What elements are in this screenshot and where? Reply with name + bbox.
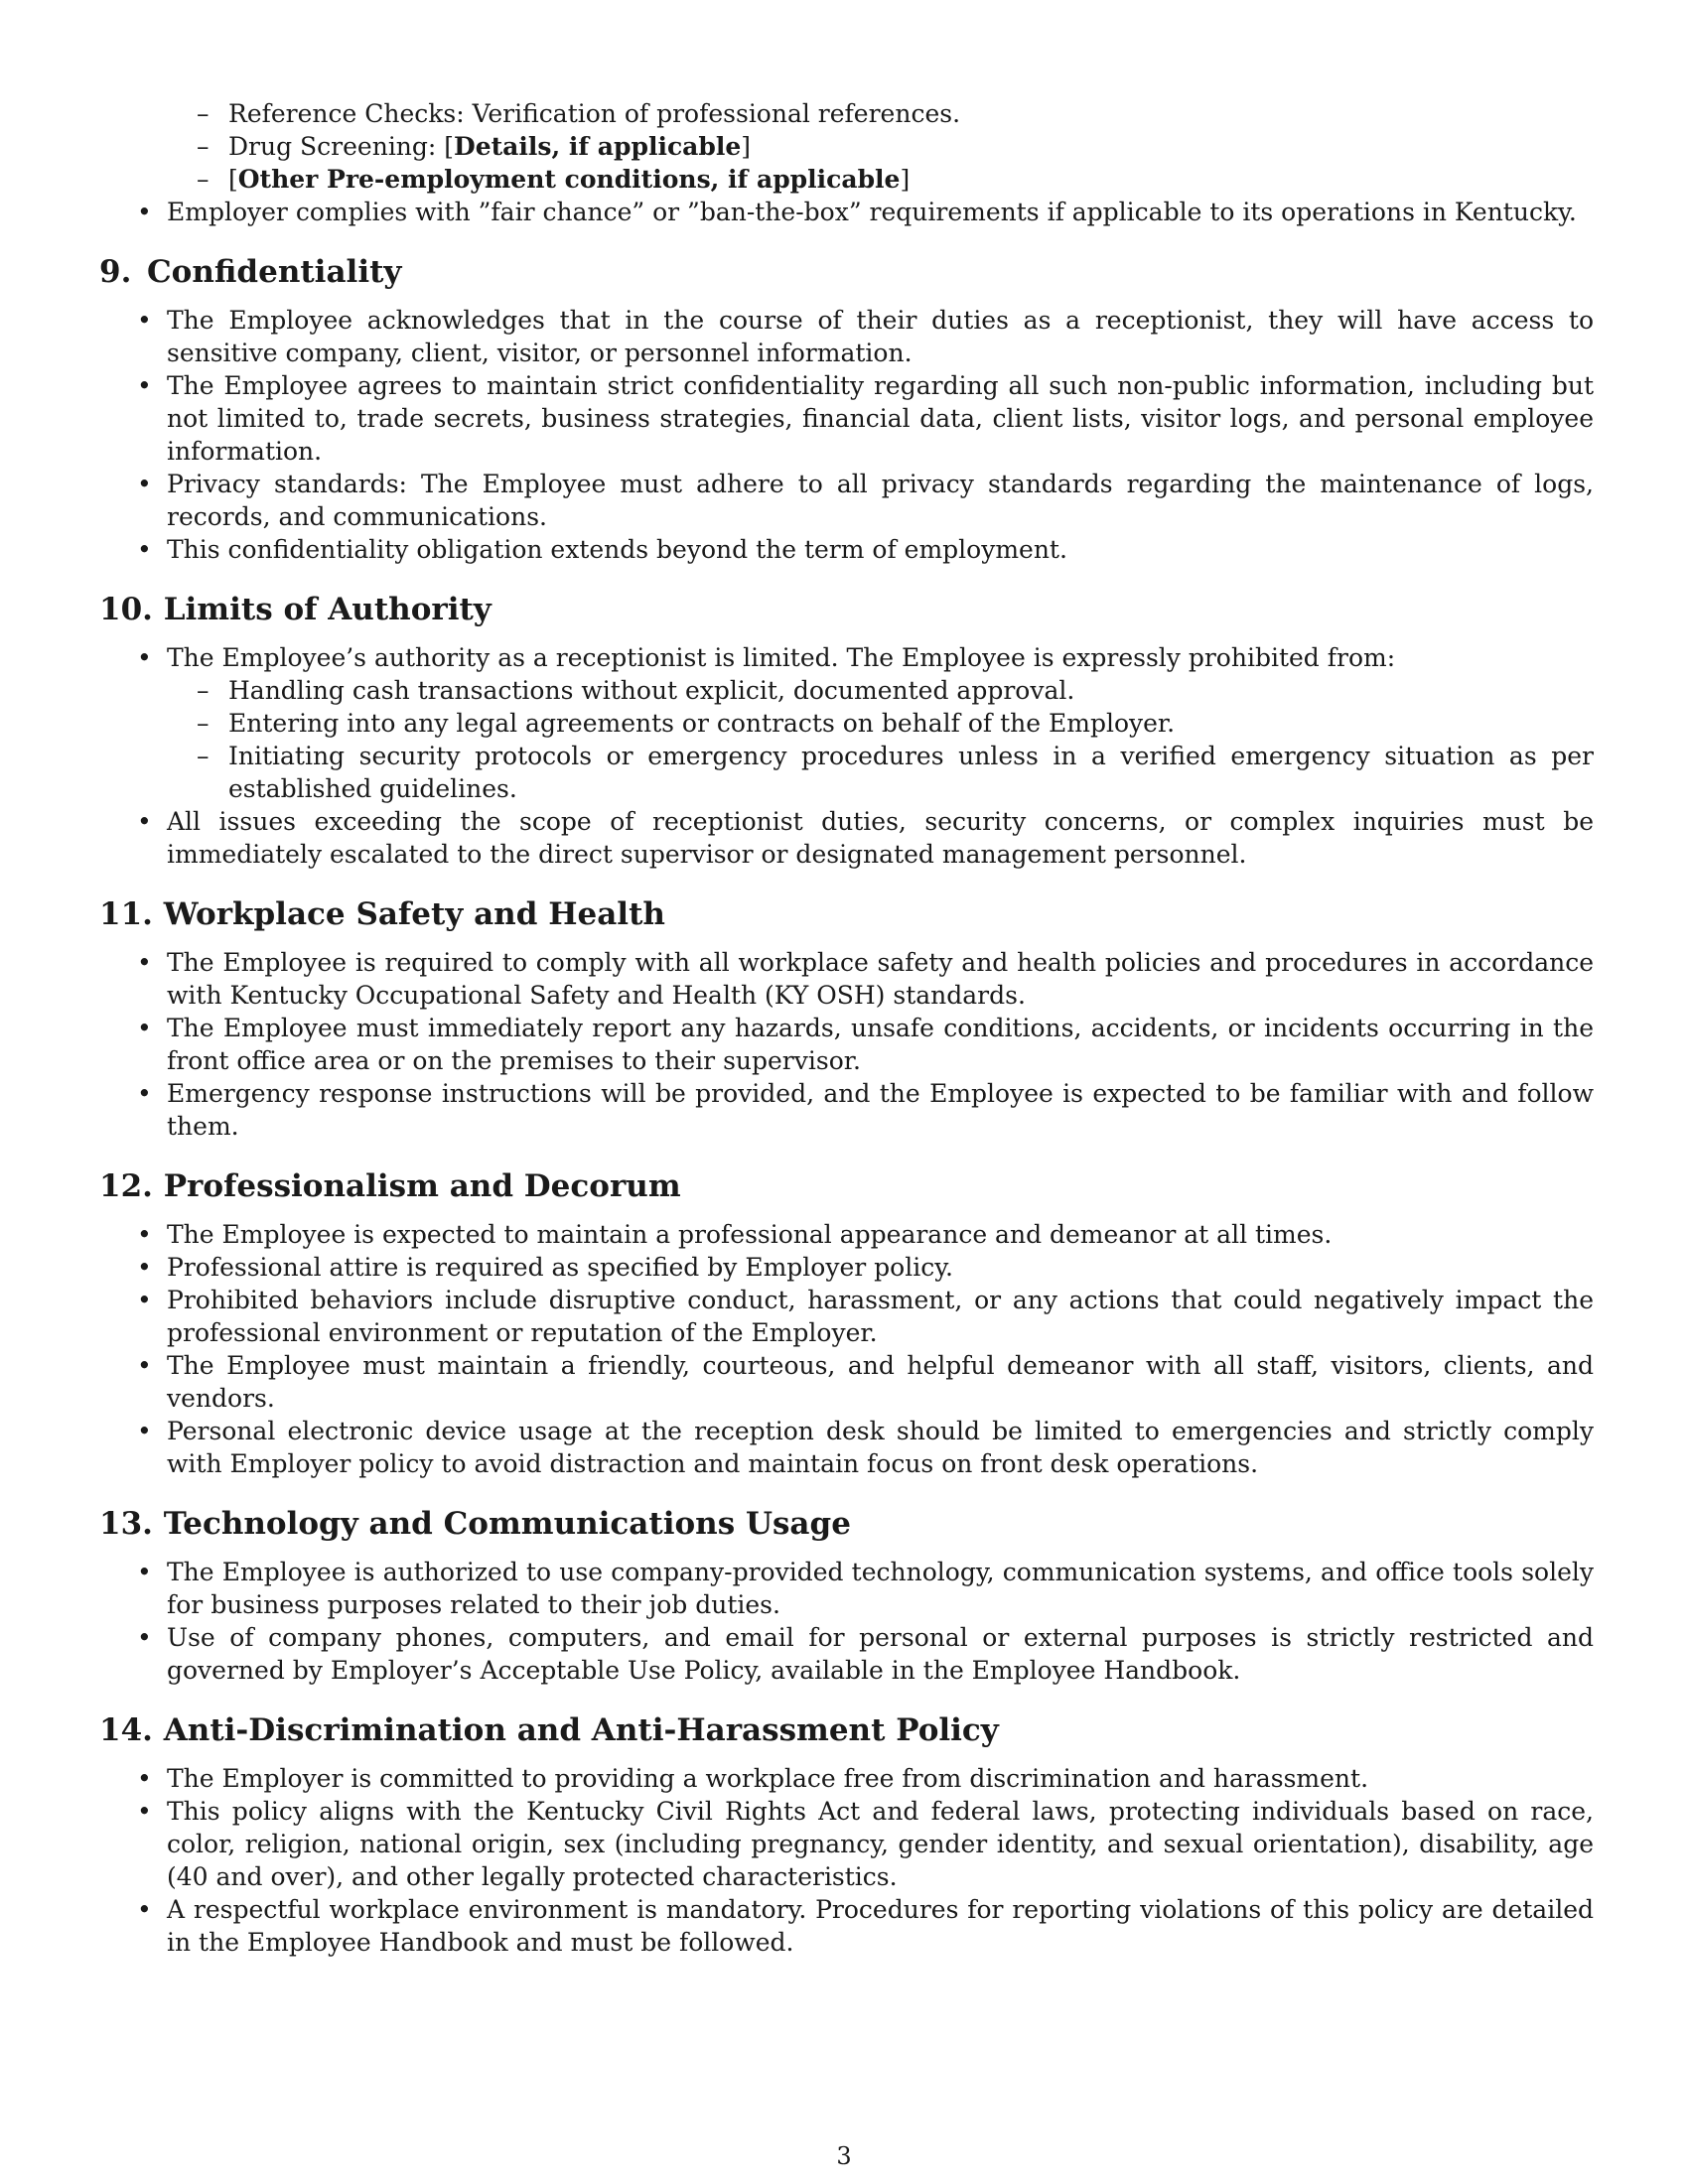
page-number: 3 (836, 2142, 852, 2170)
placeholder-text: Other Pre-employment conditions, if applicable (237, 165, 901, 194)
list-item: • Prohibited behaviors include disruptive conduct, harassment, or any actions that could negatively impact the professional environment or reputation of the Employer. (99, 1284, 1594, 1349)
professionalism-list (99, 1218, 1594, 1480)
list-item: • Personal electronic device usage at the reception desk should be limited to emergencies and strictly comply with Employer policy to avoid distraction and maintain focus on front desk operations. (99, 1415, 1594, 1480)
list-item-text: Drug Screening: [ (228, 132, 455, 161)
list-item: • This confidentiality obligation extends beyond the term of employment. (99, 533, 1594, 566)
list-item: • The Employee is required to comply with all workplace safety and health policies and procedures in accordance with Kentucky Occupational Safety and Health (KY OSH) standards. (99, 946, 1594, 1012)
section-heading-limits-of-authority (99, 566, 1594, 641)
list-item: • The Employee must immediately report any hazards, unsafe conditions, accidents, or incidents occurring in the front office area or on the premises to their supervisor. (99, 1012, 1594, 1077)
section-number: 10. (99, 592, 153, 627)
technology-usage-list (99, 1556, 1594, 1687)
section-heading-workplace-safety (99, 871, 1594, 946)
list-item: • The Employer is committed to providing a workplace free from discrimination and harassment. (99, 1762, 1594, 1795)
section-heading-technology-usage (99, 1480, 1594, 1556)
list-item: • All issues exceeding the scope of receptionist duties, security concerns, or complex inquiries must be immediately escalated to the direct supervisor or designated management personnel. (99, 805, 1594, 871)
list-item-text: ] (741, 132, 752, 161)
list-item: • The Employee is authorized to use company-provided technology, communication systems, and office tools solely for business purposes related to their job duties. (99, 1556, 1594, 1621)
limits-of-authority-list (99, 641, 1594, 871)
list-item: • Emergency response instructions will be provided, and the Employee is expected to be familiar with and follow them. (99, 1077, 1594, 1143)
section-number: 13. (99, 1506, 153, 1542)
placeholder-text: Details, if applicable (454, 132, 742, 161)
section-title: Workplace Safety and Health (163, 896, 665, 932)
list-item: • Professional attire is required as specified by Employer policy. (99, 1251, 1594, 1284)
list-item: – Entering into any legal agreements or contracts on behalf of the Employer. (99, 707, 1594, 740)
section-heading-confidentiality (99, 228, 1594, 304)
section-number: 12. (99, 1168, 153, 1204)
list-item (99, 163, 1594, 196)
list-item: • The Employee acknowledges that in the course of their duties as a receptionist, they will have access to sensitive company, client, visitor, or personnel information. (99, 304, 1594, 369)
section-number: 9. (99, 254, 132, 290)
list-item (99, 130, 1594, 163)
section-title: Anti-Discrimination and Anti-Harassment Policy (163, 1712, 999, 1748)
list-item: • The Employee’s authority as a receptionist is limited. The Employee is expressly prohibited from: (99, 641, 1594, 674)
pre-employment-list (99, 97, 1594, 228)
list-item: • This policy aligns with the Kentucky Civil Rights Act and federal laws, protecting individuals based on race, color, religion, national origin, sex (including pregnancy, gender identity, and sexual orientation), disability, age (40 and over), and other legally protected characteristics. (99, 1795, 1594, 1893)
list-item: • The Employee must maintain a friendly, courteous, and helpful demeanor with all staff, visitors, clients, and vendors. (99, 1349, 1594, 1415)
section-title: Limits of Authority (163, 592, 492, 627)
list-item-text: [ (228, 165, 238, 194)
list-item: – Initiating security protocols or emergency procedures unless in a verified emergency situation as per established guidelines. (99, 740, 1594, 805)
section-title: Confidentiality (147, 254, 402, 290)
anti-discrimination-list (99, 1762, 1594, 1959)
section-heading-professionalism (99, 1143, 1594, 1218)
list-item: • The Employee is expected to maintain a professional appearance and demeanor at all times. (99, 1218, 1594, 1251)
list-item: • A respectful workplace environment is mandatory. Procedures for reporting violations of this policy are detailed in the Employee Handbook and must be followed. (99, 1893, 1594, 1959)
confidentiality-list (99, 304, 1594, 566)
document-page (99, 97, 1594, 1959)
section-number: 14. (99, 1712, 153, 1748)
list-item-text: Reference Checks: Verification of professional references. (228, 99, 961, 128)
list-item (99, 97, 1594, 130)
list-item: – Handling cash transactions without explicit, documented approval. (99, 674, 1594, 707)
section-title: Professionalism and Decorum (163, 1168, 681, 1204)
workplace-safety-list (99, 946, 1594, 1143)
section-heading-anti-discrimination (99, 1687, 1594, 1762)
list-item: • Privacy standards: The Employee must adhere to all privacy standards regarding the maintenance of logs, records, and communications. (99, 468, 1594, 533)
section-number: 11. (99, 896, 153, 932)
list-item: • The Employee agrees to maintain strict confidentiality regarding all such non-public information, including but not limited to, trade secrets, business strategies, financial data, client lists, visitor logs, and personal employee information. (99, 369, 1594, 468)
list-item: • Use of company phones, computers, and email for personal or external purposes is strictly restricted and governed by Employer’s Acceptable Use Policy, available in the Employee Handbook. (99, 1621, 1594, 1687)
list-item: • Employer complies with ”fair chance” or ”ban-the-box” requirements if applicable to its operations in Kentucky. (99, 196, 1594, 228)
list-item-text: ] (900, 165, 911, 194)
section-title: Technology and Communications Usage (163, 1506, 851, 1542)
